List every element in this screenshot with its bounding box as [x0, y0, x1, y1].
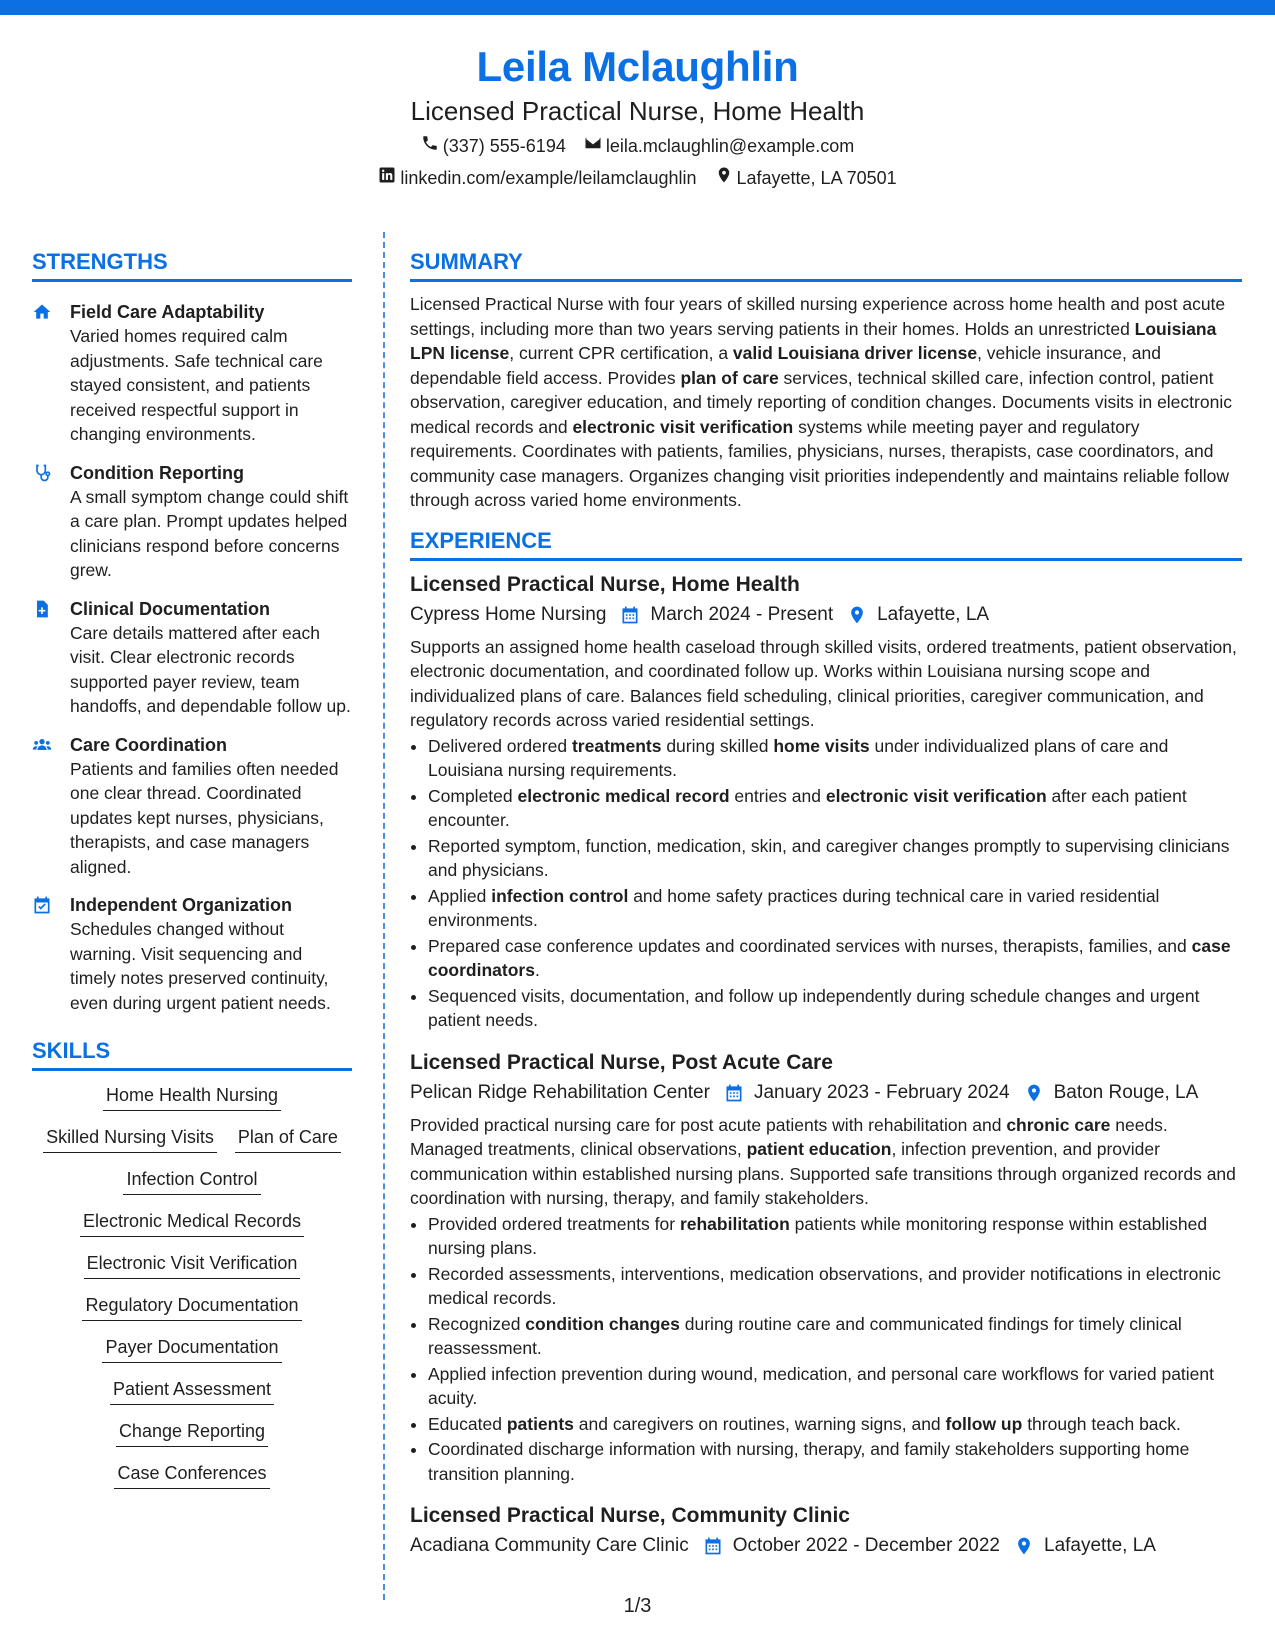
column-divider: [383, 232, 385, 1600]
top-accent-bar: [0, 0, 1275, 15]
skill-tag: Change Reporting: [116, 1419, 268, 1447]
calendar-icon: [724, 1083, 744, 1103]
skill-tag: Home Health Nursing: [103, 1083, 281, 1111]
skill-tag: Patient Assessment: [110, 1377, 274, 1405]
strength-text: A small symptom change could shift a care plan. Prompt updates helped clinicians respond before concerns grew.: [70, 486, 349, 580]
job-description: Provided practical nursing care for post acute patients with rehabilitation and chronic care needs. Managed treatments, clinical observations, patient education, infection prevention, and provider communication within established nursing plans. Supported safe transitions through organized records and coordination with nursing, therapy, and family stakeholders.: [410, 1114, 1236, 1208]
bullet-item: • Provided ordered treatments for rehabilitation patients while monitoring response within established nursing plans.: [428, 1212, 1242, 1261]
resume-header: [0, 42, 1275, 190]
candidate-title: Licensed Practical Nurse, Home Health: [410, 96, 865, 126]
bullet-item: • Completed electronic medical record entries and electronic visit verification after each patient encounter.: [428, 784, 1242, 833]
summary-heading: SUMMARY: [410, 248, 1242, 282]
envelope-icon: [584, 134, 602, 158]
job-title: Licensed Practical Nurse, Community Clinic: [410, 1504, 850, 1527]
skill-tag: Skilled Nursing Visits: [43, 1125, 217, 1153]
skill-tag: Case Conferences: [114, 1461, 269, 1489]
email-contact[interactable]: [584, 134, 854, 158]
strength-title: Field Care Adaptability: [70, 302, 265, 322]
strength-item: [32, 597, 352, 719]
job-meta: [410, 1532, 1242, 1560]
home-icon: [32, 309, 52, 326]
bullet-item: • Delivered ordered treatments during skilled home visits under individualized plans of care and Louisiana nursing requirements.: [428, 734, 1242, 783]
bullet-item: • Reported symptom, function, medication, skin, and caregiver changes promptly to supervising clinicians and physicians.: [428, 834, 1242, 883]
job-company: Pelican Ridge Rehabilitation Center: [410, 1081, 710, 1103]
linkedin-icon: [378, 166, 396, 190]
map-pin-icon: [847, 605, 867, 625]
stethoscope-icon: [32, 470, 52, 487]
bullet-item: • Coordinated discharge information with nursing, therapy, and family stakeholders supporting home transition planning.: [428, 1437, 1242, 1486]
skill-tag: Plan of Care: [235, 1125, 341, 1153]
job-dates: March 2024 - Present: [650, 603, 834, 625]
phone-text: (337) 555-6194: [442, 136, 566, 156]
job-bullets: [410, 1212, 1242, 1487]
skill-tag: Payer Documentation: [102, 1335, 281, 1363]
bullet-item: • Recorded assessments, interventions, medication observations, and provider notifications in electronic medical records.: [428, 1262, 1242, 1311]
strength-item: [32, 893, 352, 1015]
strength-title: Independent Organization: [70, 895, 293, 915]
strength-text: Varied homes required calm adjustments. Safe technical care stayed consistent, and patients received respectful support in changing environments.: [70, 326, 323, 444]
skill-tag: Regulatory Documentation: [82, 1293, 301, 1321]
experience-list: [410, 571, 1242, 1561]
job-location: Lafayette, LA: [1044, 1535, 1156, 1556]
bullet-item: • Recognized condition changes during routine care and communicated findings for timely clinical reassessment.: [428, 1312, 1242, 1361]
linkedin-contact[interactable]: [378, 166, 696, 190]
strength-title: Condition Reporting: [70, 462, 244, 483]
email-text: leila.mclaughlin@example.com: [605, 136, 855, 156]
skill-tag: Electronic Medical Records: [80, 1209, 304, 1237]
strength-title: Clinical Documentation: [70, 598, 271, 619]
strength-text: Schedules changed without warning. Visit sequencing and timely notes preserved continuity, even during urgent patient needs.: [70, 919, 331, 1013]
bullet-item: • Educated patients and caregivers on routines, warning signs, and follow up through teach back.: [428, 1412, 1242, 1437]
job-meta: [410, 601, 1242, 629]
job-bullets: [410, 734, 1242, 1033]
bullet-item: • Applied infection control and home safety practices during technical care in varied residential environments.: [428, 884, 1242, 933]
strengths-list: [32, 300, 352, 1015]
contact-row-2: [0, 166, 1275, 190]
candidate-name: Leila Mclaughlin: [476, 43, 799, 90]
left-column: [32, 248, 352, 1489]
bullet-item: • Applied infection prevention during wound, medication, and personal care workflows for varied patient acuity.: [428, 1362, 1242, 1411]
job-description: Supports an assigned home health caseload through skilled visits, ordered treatments, patient observation, electronic documentation, and coordinated follow up. Works within Louisiana nursing scope and individualized plans of care. Balances field scheduling, clinical priorities, caregiver communication, and regulatory records across varied residential settings.: [410, 636, 1237, 730]
summary-text: Licensed Practical Nurse with four years of skilled nursing experience across home health and post acute settings, including more than two years serving patients in their homes. Holds an unrestricted Louisiana LPN license, current CPR certification, a valid Louisiana driver license, vehicle insurance, and dependable field access. Provides plan of care services, technical skilled care, infection control, patient observation, caregiver education, and timely reporting of condition changes. Documents visits in electronic medical records and electronic visit verification systems while meeting payer and regulatory requirements. Coordinates with patients, families, physicians, nurses, therapists, case coordinators, and community case managers. Organizes changing visit priorities independently and maintains reliable follow through across varied home environments.: [410, 294, 1232, 510]
strength-title: Care Coordination: [70, 734, 228, 755]
skills-heading: SKILLS: [32, 1037, 352, 1071]
experience-heading: EXPERIENCE: [410, 527, 1242, 561]
strength-text: Care details mattered after each visit. Clear electronic records supported payer review, team handoffs, and dependable follow up.: [70, 622, 351, 716]
location-text: Lafayette, LA 70501: [736, 168, 897, 188]
job-entry: [410, 1049, 1242, 1487]
job-title: Licensed Practical Nurse, Post Acute Care: [410, 1050, 833, 1074]
location-contact: [715, 166, 897, 190]
strength-item: [32, 300, 352, 447]
map-pin-icon: [1024, 1083, 1044, 1103]
skills-list: [32, 1083, 352, 1489]
right-column: [410, 248, 1242, 1560]
job-company: Acadiana Community Care Clinic: [410, 1535, 689, 1556]
phone-contact[interactable]: [421, 134, 566, 158]
job-location: Baton Rouge, LA: [1053, 1081, 1199, 1103]
calendar-check-icon: [32, 902, 52, 919]
job-dates: January 2023 - February 2024: [753, 1081, 1010, 1103]
job-dates: October 2022 - December 2022: [732, 1535, 1000, 1556]
job-company: Cypress Home Nursing: [410, 603, 607, 625]
skill-tag: Electronic Visit Verification: [84, 1251, 301, 1279]
phone-icon: [421, 134, 439, 158]
bullet-item: • Prepared case conference updates and coordinated services with nurses, therapists, families, and case coordinators.: [428, 934, 1242, 983]
map-pin-icon: [715, 166, 733, 190]
contact-row-1: [0, 134, 1275, 158]
skill-tag: Infection Control: [123, 1167, 260, 1195]
strength-item: [32, 733, 352, 880]
calendar-icon: [620, 605, 640, 625]
calendar-icon: [703, 1536, 723, 1556]
map-pin-icon: [1014, 1536, 1034, 1556]
strength-text: Patients and families often needed one clear thread. Coordinated updates kept nurses, physicians, therapists, and case managers aligned.: [70, 758, 339, 877]
medical-file-icon: [32, 606, 52, 623]
users-icon: [32, 742, 52, 759]
page-number: 1/3: [623, 1595, 652, 1617]
job-entry: [410, 1502, 1242, 1560]
bullet-item: • Sequenced visits, documentation, and follow up independently during schedule changes and urgent patient needs.: [428, 984, 1242, 1033]
job-title: Licensed Practical Nurse, Home Health: [410, 572, 800, 596]
linkedin-text: linkedin.com/example/leilamclaughlin: [400, 168, 697, 188]
job-meta: [410, 1079, 1242, 1107]
job-entry: [410, 571, 1242, 1033]
strength-item: [32, 461, 352, 583]
job-location: Lafayette, LA: [877, 603, 990, 625]
strengths-heading: STRENGTHS: [32, 248, 352, 282]
